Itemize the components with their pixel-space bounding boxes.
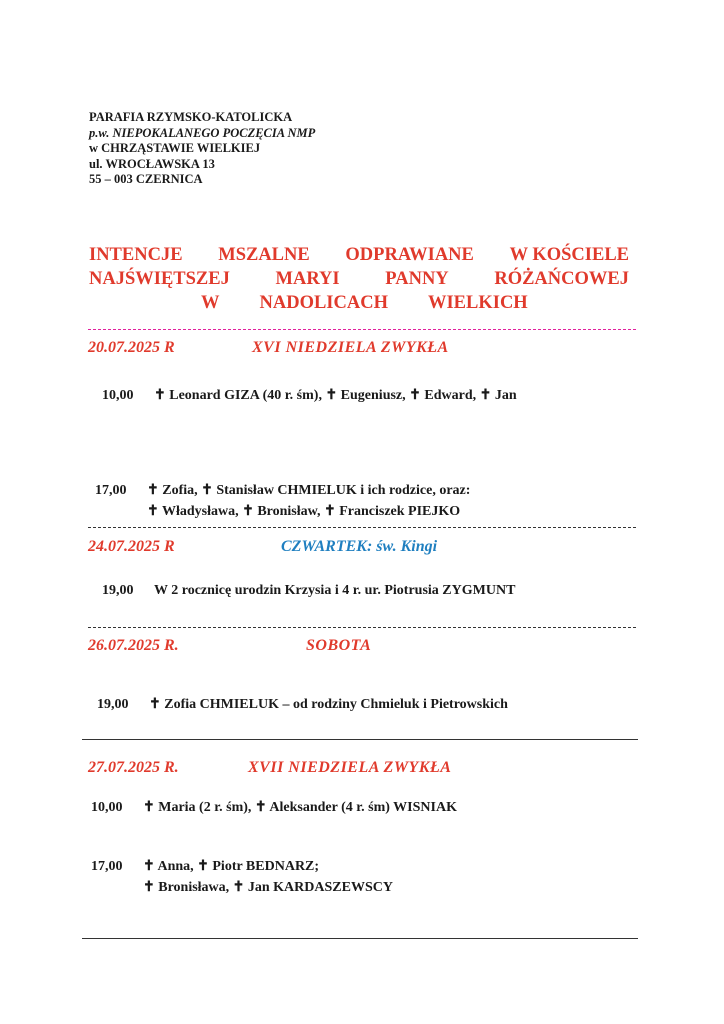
title-line-3 [89,291,629,315]
mass-intention-line: ✝ Bronisława, ✝ Jan KARDASZEWSCY [143,880,393,895]
title-word: RÓŻAŃCOWEJ [494,269,629,289]
title-word: MARYI [275,269,340,289]
mass-time: 10,00 [102,388,134,403]
title-word: W KOŚCIELE [509,245,629,265]
parish-patron: p.w. NIEPOKALANEGO POCZĘCIA NMP [89,125,316,140]
title-divider [88,329,636,330]
mass-intention-line: ✝ Anna, ✝ Piotr BEDNARZ; [143,859,320,874]
mass-intention-line: ✝ Władysława, ✝ Bronisław, ✝ Franciszek PIEJKO [147,504,461,519]
mass-intention [147,480,470,522]
day-heading [88,637,372,655]
mass-intention: W 2 rocznicę urodzin Krzysia i 4 r. ur. Piotrusia ZYGMUNT [154,583,516,598]
mass-entry [95,480,470,522]
day-divider [88,627,636,628]
day-date: 26.07.2025 R. [88,637,179,654]
mass-entry [91,856,393,898]
day-divider [82,739,638,740]
title-line-1 [89,243,629,267]
mass-intention: ✝ Zofia CHMIELUK – od rodziny Chmieluk i Pietrowskich [149,697,508,712]
title-word: NADOLICACH [259,293,388,313]
parish-name: PARAFIA RZYMSKO-KATOLICKA [89,110,293,124]
title-word: WIELKICH [427,293,528,313]
day-name: XVII NIEDZIELA ZWYKŁA [248,759,452,776]
day-date: 20.07.2025 R [88,339,175,356]
day-name: SOBOTA [306,637,372,654]
mass-entry [91,797,457,818]
mass-time: 17,00 [91,859,123,874]
title-line-2 [89,267,629,291]
day-name: CZWARTEK: św. Kingi [281,538,438,555]
document-title [89,243,629,315]
mass-time: 19,00 [102,583,134,598]
mass-intention: ✝ Maria (2 r. śm), ✝ Aleksander (4 r. śm) WISNIAK [143,800,457,815]
mass-time: 19,00 [97,697,129,712]
day-divider [88,527,636,528]
mass-entry [102,385,517,406]
bottom-divider [82,938,638,939]
parish-street: ul. WROCŁAWSKA 13 [89,156,215,171]
mass-intention [143,856,393,898]
title-word: INTENCJE [89,245,183,265]
day-heading [88,339,449,357]
title-word: ODPRAWIANE [345,245,474,265]
mass-entry [102,580,515,601]
title-word: W [201,293,220,313]
mass-time: 17,00 [95,483,127,498]
mass-intention: ✝ Leonard GIZA (40 r. śm), ✝ Eugeniusz, ✝ Edward, ✝ Jan [154,388,517,403]
mass-time: 10,00 [91,800,123,815]
parish-location: w CHRZĄSTAWIE WIELKIEJ [89,141,261,155]
day-date: 24.07.2025 R [88,538,175,555]
title-word: MSZALNE [218,245,310,265]
day-date: 27.07.2025 R. [88,759,179,776]
title-word: PANNY [385,269,449,289]
day-heading [88,759,452,777]
parish-postal: 55 – 003 CZERNICA [89,172,203,186]
day-heading [88,538,438,556]
day-name: XVI NIEDZIELA ZWYKŁA [252,339,449,356]
mass-entry [97,694,508,715]
mass-intention-line: ✝ Zofia, ✝ Stanisław CHMIELUK i ich rodzice, oraz: [147,483,471,498]
parish-address [89,110,315,188]
title-word: NAJŚWIĘTSZEJ [89,269,230,289]
